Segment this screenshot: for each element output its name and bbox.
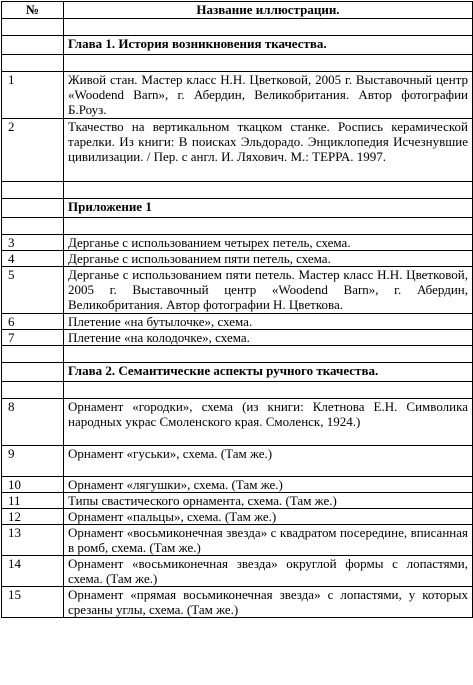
row-caption: Орнамент «пальцы», схема. (Там же.): [64, 509, 473, 525]
table-row: [2, 525, 473, 556]
table-row: [2, 251, 473, 267]
row-caption: Ткачество на вертикальном ткацком станке. Роспись керамической тарелки. Из книги: В поисках Эльдорадо. Энциклопедия Исчезнувшие цивилизации. / Пер. с англ. И. Ляхович. М.: ТЕРРА. 1997.: [64, 119, 473, 182]
row-caption: Дерганье с использованием пяти петель, схема.: [64, 251, 473, 267]
chapter2-title: Глава 2. Семантические аспекты ручного ткачества.: [64, 363, 473, 382]
blank-row: [2, 346, 473, 363]
header-number: №: [2, 2, 64, 19]
row-number: 4: [2, 251, 64, 267]
table-header-row: [2, 2, 473, 19]
row-number: 15: [2, 587, 64, 618]
row-number: 5: [2, 267, 64, 314]
table-row: [2, 235, 473, 251]
row-caption: Плетение «на колодочке», схема.: [64, 330, 473, 346]
blank-row: [2, 382, 473, 399]
row-caption: Дерганье с использованием четырех петель, схема.: [64, 235, 473, 251]
row-caption: Орнамент «городки», схема (из книги: Клетнова Е.Н. Символика народных украс Смоленского края. Смоленск, 1924.): [64, 399, 473, 446]
row-number: 10: [2, 477, 64, 493]
row-number: 2: [2, 119, 64, 182]
table-row: [2, 446, 473, 477]
row-number: 1: [2, 72, 64, 119]
row-caption: Орнамент «лягушки», схема. (Там же.): [64, 477, 473, 493]
table-row: [2, 314, 473, 330]
row-number: 12: [2, 509, 64, 525]
blank-row: [2, 55, 473, 72]
row-caption: Дерганье с использованием пяти петель. Мастер класс Н.Н. Цветковой, 2005 г. Выставочный центр «Woodend Barn», г. Абердин, Великобритания. Автор фотографии Н. Цветкова.: [64, 267, 473, 314]
table-row: [2, 587, 473, 618]
section-row: [2, 363, 473, 382]
illustrations-table: [1, 1, 473, 618]
section-row: [2, 36, 473, 55]
row-number: 9: [2, 446, 64, 477]
row-caption: Типы свастического орнамента, схема. (Там же.): [64, 493, 473, 509]
blank-row: [2, 218, 473, 235]
header-title: Название иллюстрации.: [64, 2, 473, 19]
table-row: [2, 119, 473, 182]
row-caption: Орнамент «гуськи», схема. (Там же.): [64, 446, 473, 477]
table-row: [2, 399, 473, 446]
row-number: 13: [2, 525, 64, 556]
row-number: 11: [2, 493, 64, 509]
table-row: [2, 267, 473, 314]
row-number: 8: [2, 399, 64, 446]
section-row: [2, 199, 473, 218]
row-caption: Орнамент «восьмиконечная звезда» с квадратом посередине, вписанная в ромб, схема. (Там же.): [64, 525, 473, 556]
table-row: [2, 493, 473, 509]
appendix1-title: Приложение 1: [64, 199, 473, 218]
row-number: 3: [2, 235, 64, 251]
table-row: [2, 556, 473, 587]
row-caption: Орнамент «восьмиконечная звезда» округлой формы с лопастями, схема. (Там же.): [64, 556, 473, 587]
row-caption: Орнамент «прямая восьмиконечная звезда» с лопастями, у которых срезаны углы, схема. (Там же.): [64, 587, 473, 618]
row-number: 14: [2, 556, 64, 587]
row-number: 6: [2, 314, 64, 330]
blank-row: [2, 19, 473, 36]
row-caption: Плетение «на бутылочке», схема.: [64, 314, 473, 330]
table-row: [2, 72, 473, 119]
table-row: [2, 509, 473, 525]
table-row: [2, 330, 473, 346]
table-row: [2, 477, 473, 493]
chapter1-title: Глава 1. История возникновения ткачества.: [64, 36, 473, 55]
row-caption: Живой стан. Мастер класс Н.Н. Цветковой, 2005 г. Выставочный центр «Woodend Barn», г. Абердин, Великобритания. Автор фотографии Б.Роуз.: [64, 72, 473, 119]
row-number: 7: [2, 330, 64, 346]
blank-row: [2, 182, 473, 199]
